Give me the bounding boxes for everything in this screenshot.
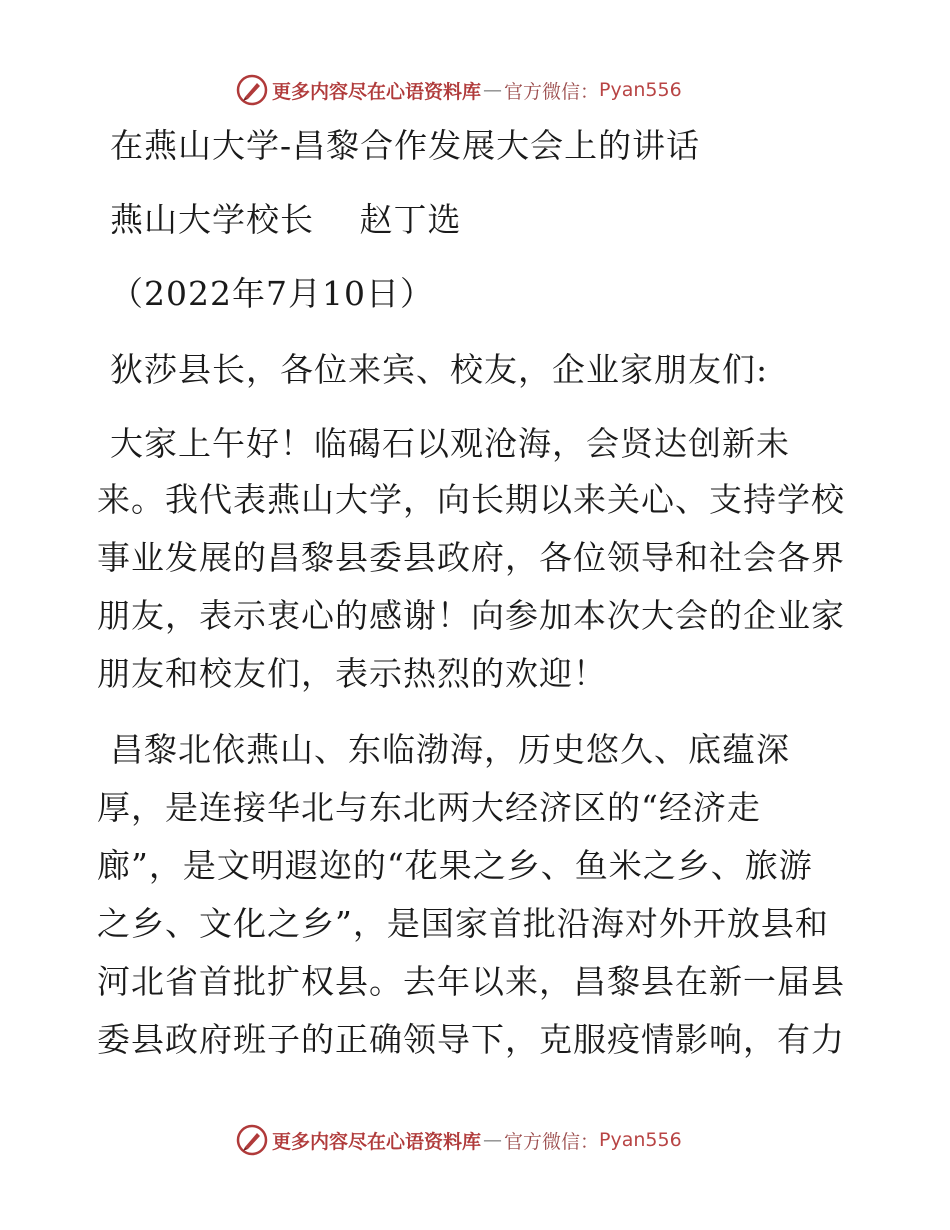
watermark-label: 官方微信： [504,1130,600,1153]
paragraph2-line-1: 昌黎北依燕山、东临渤海，历史悠久、底蕴深 [110,730,790,769]
header-watermark [236,73,756,107]
paragraph2-line-3: 廊”，是文明遐迩的“花果之乡、鱼米之乡、旅游 [97,846,813,885]
paragraph2-line-6: 委县政府班子的正确领导下，克服疫情影响，有力 [97,1020,845,1059]
watermark-text: 更多内容尽在心语资料库 [272,1130,482,1153]
document-title: 在燕山大学-昌黎合作发展大会上的讲话 [110,126,701,165]
watermark-label: 官方微信： [504,80,600,103]
paragraph2-line-4: 之乡、文化之乡”，是国家首批沿海对外开放县和 [97,904,829,943]
footer-watermark [236,1123,756,1157]
salutation: 狄莎县长，各位来宾、校友，企业家朋友们: [110,350,769,389]
paragraph2-line-2: 厚，是连接华北与东北两大经济区的“经济走 [97,788,761,827]
quill-logo-icon [236,1124,268,1156]
paragraph1-line-3: 事业发展的昌黎县委县政府，各位领导和社会各界 [97,538,845,577]
quill-logo-icon [236,74,268,106]
watermark-separator: — [483,1129,503,1151]
paragraph1-line-1: 大家上午好！临碣石以观沧海，会贤达创新未 [110,424,790,463]
watermark-text: 更多内容尽在心语资料库 [272,80,482,103]
document-date: （2022年7月10日） [110,274,434,313]
paragraph1-line-5: 朋友和校友们，表示热烈的欢迎！ [97,654,607,693]
paragraph1-line-2: 来。我代表燕山大学，向长期以来关心、支持学校 [97,480,845,519]
document-author: 燕山大学校长 赵丁选 [110,200,462,239]
watermark-wechat-id: Pyan556 [599,1129,682,1151]
paragraph1-line-4: 朋友，表示衷心的感谢！向参加本次大会的企业家 [97,596,845,635]
watermark-wechat-id: Pyan556 [599,79,682,101]
paragraph2-line-5: 河北省首批扩权县。去年以来，昌黎县在新一届县 [97,962,845,1001]
watermark-separator: — [483,79,503,101]
